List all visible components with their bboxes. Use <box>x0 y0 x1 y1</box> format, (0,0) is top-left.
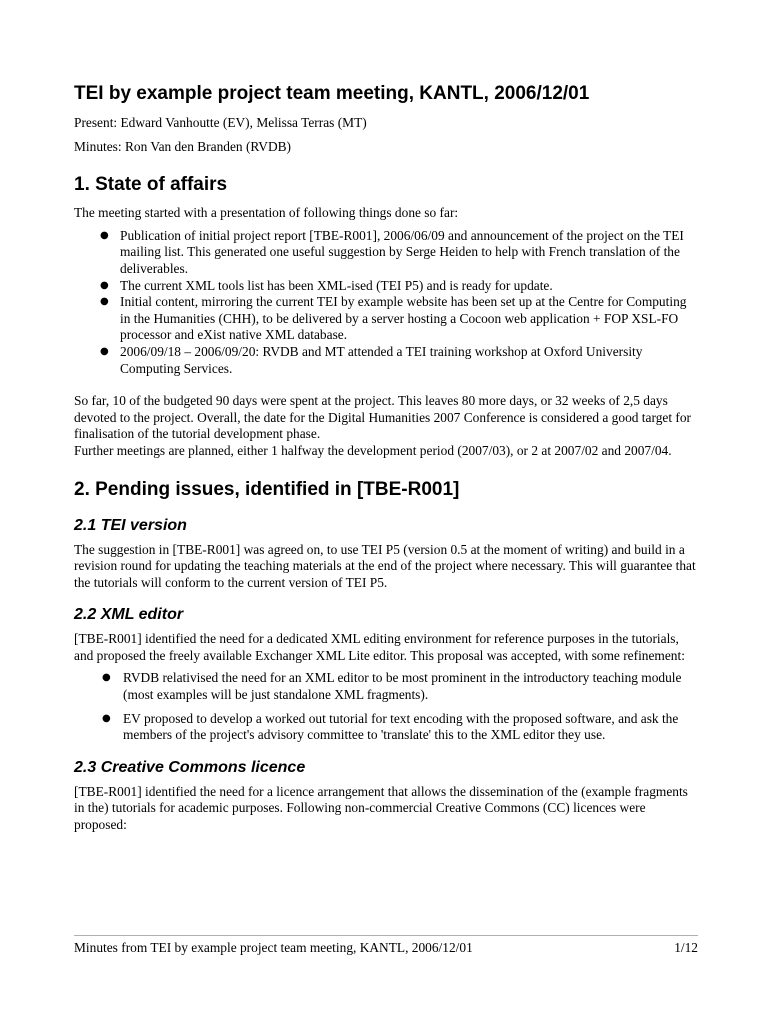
subsection-2-2-text: [TBE-R001] identified the need for a dedicated XML editing environment for reference purposes in the tutorials, and proposed the freely available Exchanger XML Lite editor. This proposal was accepted, with some refinement: <box>74 631 685 663</box>
subsection-2-1-text: The suggestion in [TBE-R001] was agreed on, to use TEI P5 (version 0.5 at the moment of writing) and build in a revision round for updating the teaching materials at the end of the project where necessary. This will guarantee that the tutorials will conform to the current version of TEI P5. <box>74 541 696 590</box>
page-footer <box>74 935 698 956</box>
document-page <box>74 82 698 834</box>
minutes-line: Minutes: Ron Van den Branden (RVDB) <box>74 138 292 154</box>
list-item-text: The current XML tools list has been XML-ised (TEI P5) and is ready for update. <box>120 277 553 293</box>
list-item <box>74 670 698 703</box>
list-item <box>74 294 698 344</box>
subsection-2-3-text: [TBE-R001] identified the need for a licence arrangement that allows the dissemination of the (example fragments in the) tutorials for academic purposes. Following non-commercial Creative Commons (CC) licences were proposed: <box>74 783 688 833</box>
list-item-text: Publication of initial project report [TBE-R001], 2006/06/09 and announcement of the project on the TEI mailing list. This generated one useful suggestion by Serge Heiden to help with French translation of the deliverables. <box>120 227 684 276</box>
list-item-text: RVDB relativised the need for an XML editor to be most prominent in the introductory teaching module (most examples will be just standalone XML fragments). <box>123 670 682 703</box>
section-1-list <box>74 228 698 377</box>
list-item-text: Initial content, mirroring the current TEI by example website has been set up at the Centre for Computing in the Humanities (CHH), to be delivered by a server hosting a Cocoon web application + FOP XSL-FO processor and eXist native XML database. <box>120 294 687 343</box>
section-1-paragraph: So far, 10 of the budgeted 90 days were spent at the project. This leaves 80 more days, or 32 weeks of 2,5 days devoted to the project. Overall, the date for the Digital Humanities 2007 Conference is considered a good target for finalisation of the tutorial development phase. <box>74 393 692 442</box>
subsection-2-3-heading: 2.3 Creative Commons licence <box>74 758 306 776</box>
subsection-2-1-heading: 2.1 TEI version <box>74 516 187 534</box>
list-item-text: 2006/09/18 – 2006/09/20: RVDB and MT attended a TEI training workshop at Oxford University Computing Services. <box>120 343 643 376</box>
subsection-2-2-list <box>74 670 698 743</box>
bullet-icon: ● <box>100 345 109 357</box>
bullet-icon: ● <box>100 296 109 308</box>
section-1-paragraph-2: Further meetings are planned, either 1 halfway the development period (2007/03), or 2 at 2007/02 and 2007/04. <box>74 442 672 458</box>
section-2-heading: 2. Pending issues, identified in [TBE-R001] <box>74 478 460 500</box>
section-1-intro: The meeting started with a presentation of following things done so far: <box>74 205 459 221</box>
present-line: Present: Edward Vanhoutte (EV), Melissa Terras (MT) <box>74 115 367 130</box>
list-item <box>74 344 698 377</box>
bullet-icon: ● <box>102 672 111 684</box>
page-number: 1/12 <box>674 940 698 955</box>
subsection-2-2-heading: 2.2 XML editor <box>74 606 184 624</box>
list-item <box>74 278 698 295</box>
footer-text: Minutes from TEI by example project team meeting, KANTL, 2006/12/01 <box>74 940 473 955</box>
list-item <box>74 711 698 744</box>
list-item <box>74 228 698 278</box>
document-title: TEI by example project team meeting, KANTL, 2006/12/01 <box>74 83 590 104</box>
bullet-icon: ● <box>100 279 109 291</box>
section-1-heading: 1. State of affairs <box>74 174 228 196</box>
list-item-text: EV proposed to develop a worked out tutorial for text encoding with the proposed software, and ask the members of the project's advisory committee to 'translate' this to the XML editor they use. <box>123 710 679 743</box>
bullet-icon: ● <box>100 229 109 241</box>
bullet-icon: ● <box>102 712 111 724</box>
